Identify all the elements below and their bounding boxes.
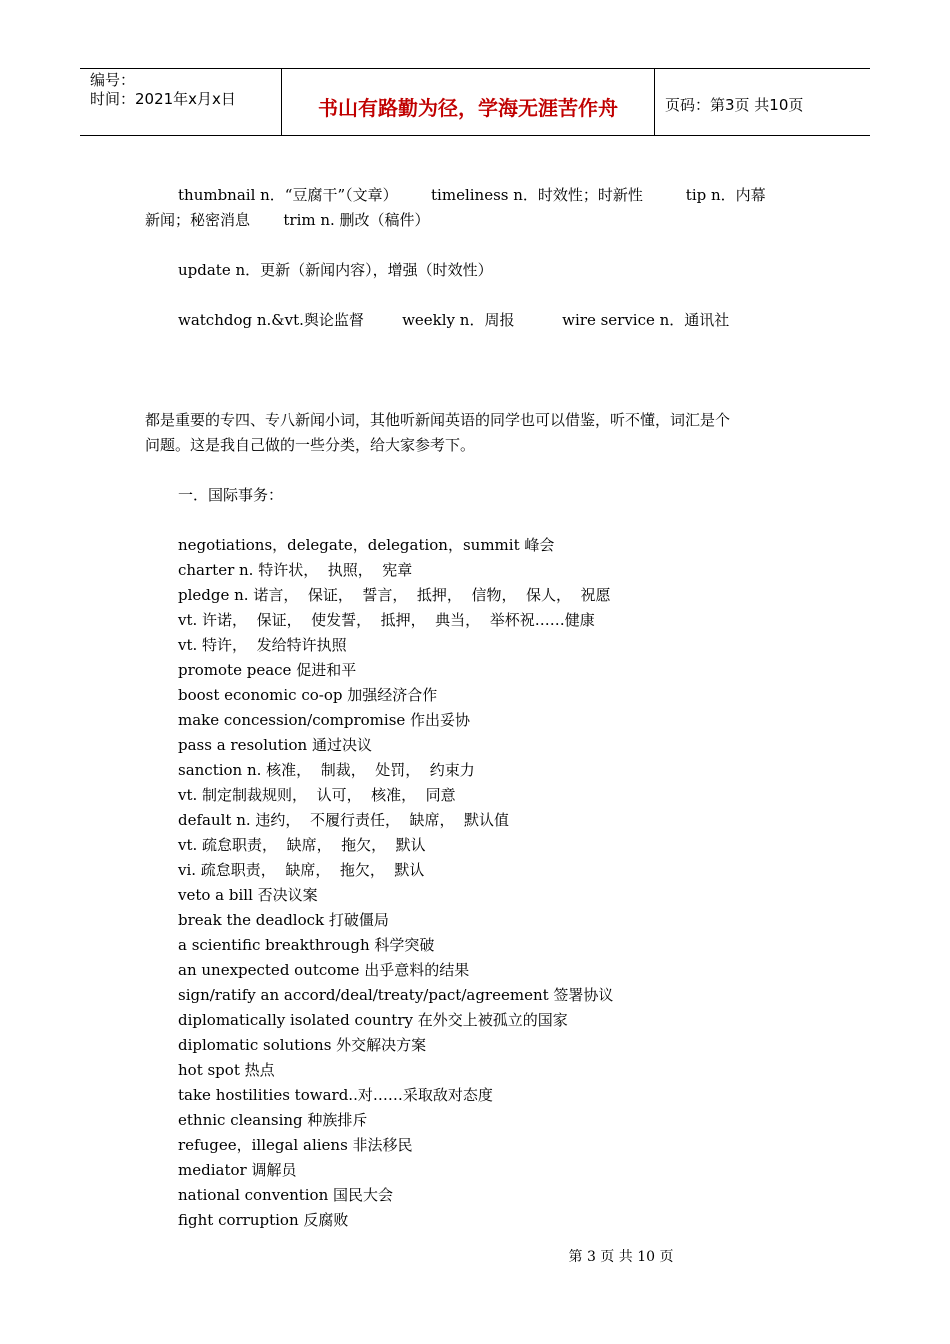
vocab-item: national convention 国民大会 [178,1186,394,1204]
intro-line-1b: 新闻；秘密消息 trim n. 删改（稿件） [145,211,430,229]
vocab-item: vt. 许诺， 保证， 使发誓， 抵押， 典当， 举杯祝……健康 [178,611,595,629]
vocab-item: sign/ratify an accord/deal/treaty/pact/agreement 签署协议 [178,986,614,1004]
vocab-item: diplomatic solutions 外交解决方案 [178,1036,427,1054]
vocab-item: vt. 疏怠职责， 缺席， 拖欠， 默认 [178,836,426,854]
header-motto: 书山有路勤为径，学海无涯苦作舟 [282,69,655,135]
header-info-cell [80,69,282,135]
intro-line-2: update n．更新（新闻内容），增强（时效性） [178,261,493,279]
vocab-item: a scientific breakthrough 科学突破 [178,936,435,954]
paragraph-line-2: 问题。这是我自己做的一些分类，给大家参考下。 [145,436,476,454]
vocab-item: hot spot 热点 [178,1061,275,1079]
vocab-item: vt. 制定制裁规则， 认可， 核准， 同意 [178,786,456,804]
vocab-item: vt. 特许， 发给特许执照 [178,636,347,654]
vocab-item: fight corruption 反腐败 [178,1211,349,1229]
vocab-item: mediator 调解员 [178,1161,297,1179]
vocab-item: vi. 疏怠职责， 缺席， 拖欠， 默认 [178,861,425,879]
vocab-item: make concession/compromise 作出妥协 [178,711,471,729]
vocab-item: promote peace 促进和平 [178,661,357,679]
vocab-item: an unexpected outcome 出乎意料的结果 [178,961,470,979]
vocab-item: pledge n. 诺言， 保证， 誓言， 抵押， 信物， 保人， 祝愿 [178,586,611,604]
intro-line-1a: thumbnail n．“豆腐干”（文章） timeliness n．时效性；时新性 tip n．内幕 [178,186,766,204]
vocab-item: veto a bill 否决议案 [178,886,318,904]
vocab-item: default n. 违约， 不履行责任， 缺席， 默认值 [178,811,510,829]
vocab-item: break the deadlock 打破僵局 [178,911,389,929]
vocab-list [145,533,810,1233]
page-header [80,68,870,136]
vocab-item: ethnic cleansing 种族排斥 [178,1111,368,1129]
vocab-item: negotiations，delegate，delegation，summit 峰会 [178,536,555,554]
header-page-number: 页码：第3页 共10页 [665,95,804,114]
section-title: 一．国际事务： [178,486,284,504]
vocab-item: refugee，illegal aliens 非法移民 [178,1136,413,1154]
intro-line-3: watchdog n.&vt.舆论监督 weekly n．周报 wire service n．通讯社 [178,311,730,329]
vocab-item: diplomatically isolated country 在外交上被孤立的国家 [178,1011,568,1029]
vocab-item: boost economic co-op 加强经济合作 [178,686,438,704]
paragraph-line-1: 都是重要的专四、专八新闻小词，其他听新闻英语的同学也可以借鉴，听不懂，词汇是个 [145,411,731,429]
page-footer [0,1246,950,1266]
vocab-item: sanction n. 核准， 制裁， 处罚， 约束力 [178,761,475,779]
document-number-label: 编号： [90,71,136,89]
document-body [145,183,810,1233]
vocab-item: pass a resolution 通过决议 [178,736,372,754]
vocab-item: take hostilities toward..对……采取敌对态度 [178,1086,493,1104]
footer-page-number: 第 3 页 共 10 页 [568,1249,674,1265]
document-date-label: 时间：2021年x月x日 [90,90,236,108]
vocab-item: charter n. 特许状， 执照， 宪章 [178,561,413,579]
